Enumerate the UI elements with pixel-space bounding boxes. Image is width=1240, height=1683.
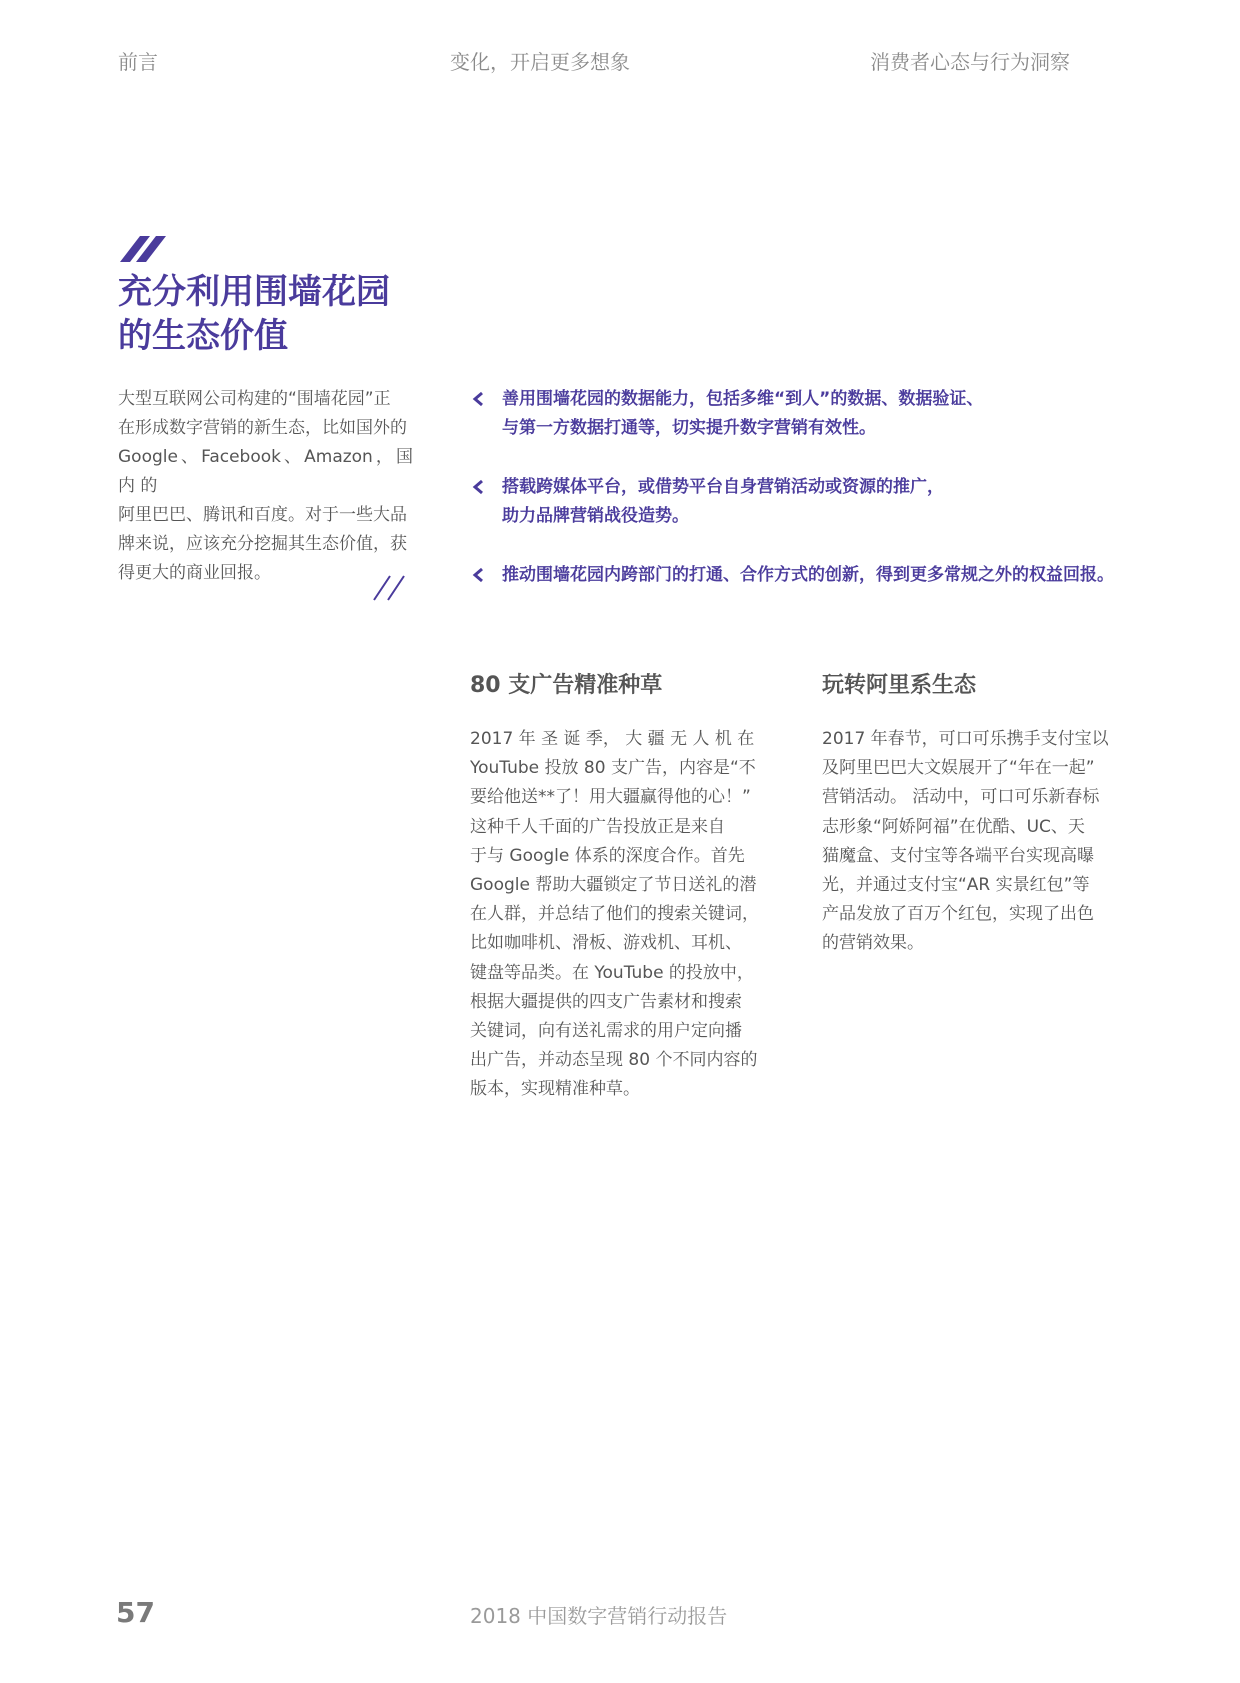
case-line: Google 帮助大疆锁定了节日送礼的潜 xyxy=(470,875,757,896)
case-line: 志形象“阿娇阿福”在优酷、UC、天 xyxy=(822,816,1085,837)
intro-paragraph xyxy=(118,385,413,588)
case-line: 键盘等品类。在 YouTube 的投放中， xyxy=(470,962,754,983)
case-line: 出广告，并动态呈现 80 个不同内容的 xyxy=(470,1050,758,1071)
key-point-item xyxy=(470,473,1130,531)
case-line: 2017 年春节，可口可乐携手支付宝以 xyxy=(822,729,1109,749)
report-title: 2018 中国数字营销行动报告 xyxy=(470,1604,728,1628)
case-line: 要给他送**了！用大疆赢得他的心！” xyxy=(470,787,751,808)
case-body-alibaba xyxy=(822,725,1117,959)
case-line: YouTube 投放 80 支广告，内容是“不 xyxy=(470,758,756,779)
case-line: 关键词，向有送礼需求的用户定向播 xyxy=(470,1021,742,1042)
case-line: 这种千人千面的广告投放正是来自 xyxy=(470,816,725,837)
case-line: 根据大疆提供的四支广告素材和搜索 xyxy=(470,991,742,1012)
section-title-line: 充分利用围墙花园 xyxy=(118,272,390,312)
intro-line: 大型互联网公司构建的“围墙花园”正 xyxy=(118,389,391,409)
double-slash-icon xyxy=(118,234,166,264)
intro-line: 得更大的商业回报。 xyxy=(118,563,271,583)
case-line: 版本，实现精准种草。 xyxy=(470,1079,640,1100)
case-title-alibaba: 玩转阿里系生态 xyxy=(822,673,977,698)
page-number: 57 xyxy=(116,1596,155,1629)
key-point-line: 助力品牌营销战役造势。 xyxy=(502,506,689,526)
key-point-line: 与第一方数据打通等，切实提升数字营销有效性。 xyxy=(502,418,876,438)
section-title xyxy=(118,270,438,358)
case-line: 营销活动。 活动中，可口可乐新春标 xyxy=(822,787,1100,808)
intro-line: 阿里巴巴、腾讯和百度。对于一些大品 xyxy=(118,505,407,525)
key-point-item xyxy=(470,385,1130,443)
case-line: 比如咖啡机、滑板、游戏机、耳机、 xyxy=(470,933,742,954)
intro-line: 在形成数字营销的新生态，比如国外的 xyxy=(118,418,407,438)
case-line: 光，并通过支付宝“AR 实景红包”等 xyxy=(822,875,1090,896)
intro-line: 牌来说，应该充分挖掘其生态价值，获 xyxy=(118,534,407,554)
key-point-line: 善用围墙花园的数据能力，包括多维“到人”的数据、数据验证、 xyxy=(502,389,984,409)
case-line: 于与 Google 体系的深度合作。首先 xyxy=(470,845,745,866)
key-point-line: 推动围墙花园内跨部门的打通、合作方式的创新，得到更多常规之外的权益回报。 xyxy=(502,565,1114,585)
section-title-line: 的生态价值 xyxy=(118,316,288,356)
intro-line: Google、Facebook、Amazon，国 内 的 xyxy=(118,447,413,496)
case-title-dji: 80 支广告精准种草 xyxy=(470,673,663,698)
key-point-item xyxy=(470,561,1130,590)
header-nav-change[interactable]: 变化，开启更多想象 xyxy=(450,50,630,74)
key-points-list xyxy=(470,385,1130,620)
case-line: 猫魔盒、支付宝等各端平台实现高曝 xyxy=(822,845,1094,866)
case-line: 产品发放了百万个红包，实现了出色 xyxy=(822,904,1094,925)
chevron-left-icon xyxy=(470,390,488,408)
case-line: 在人群，并总结了他们的搜索关键词， xyxy=(470,904,759,925)
header-nav-preface[interactable]: 前言 xyxy=(118,50,158,74)
case-line: 的营销效果。 xyxy=(822,933,924,954)
case-line: 及阿里巴巴大文娱展开了“年在一起” xyxy=(822,758,1095,779)
chevron-left-icon xyxy=(470,478,488,496)
header-nav-consumer-insight[interactable]: 消费者心态与行为洞察 xyxy=(870,50,1070,74)
chevron-left-icon xyxy=(470,566,488,584)
key-point-line: 搭载跨媒体平台，或借势平台自身营销活动或资源的推广， xyxy=(502,477,944,497)
case-line: 2017 年 圣 诞 季， 大 疆 无 人 机 在 xyxy=(470,729,755,749)
thin-double-slash-icon xyxy=(372,574,408,602)
case-body-dji xyxy=(470,725,765,1105)
